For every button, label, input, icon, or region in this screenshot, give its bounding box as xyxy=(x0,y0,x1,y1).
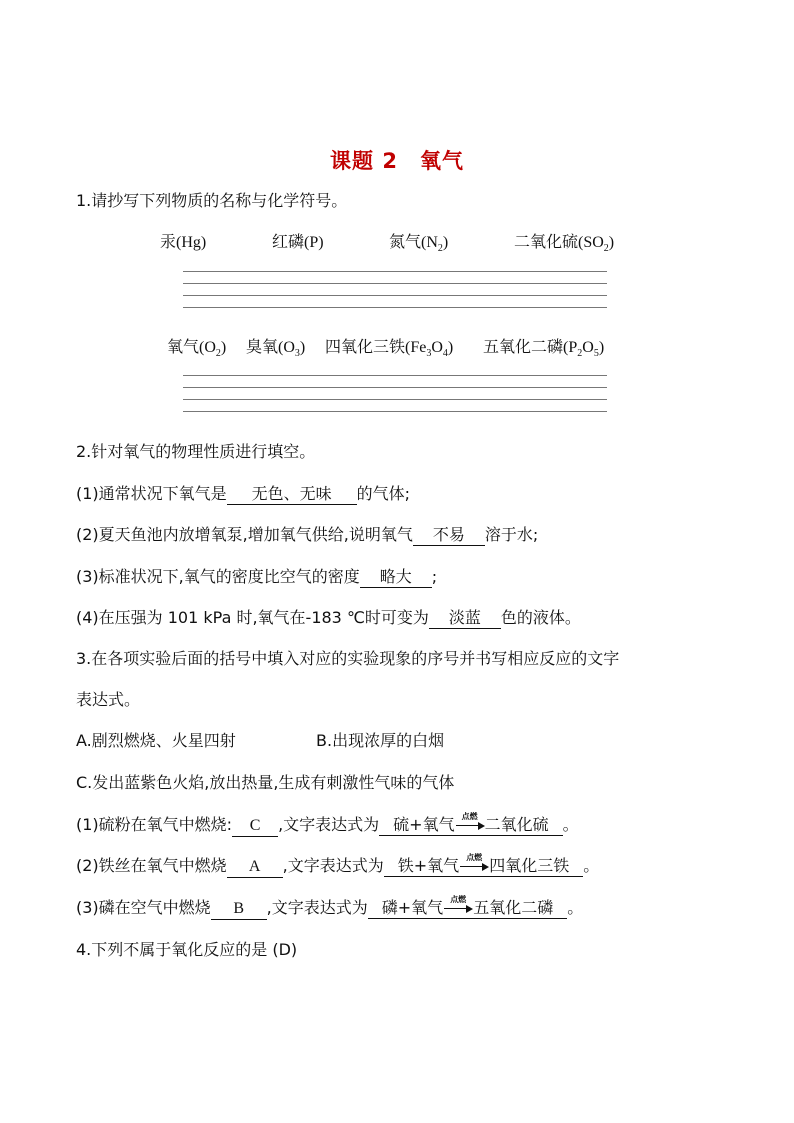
q2-answer-4[interactable]: 淡蓝 xyxy=(429,609,501,629)
q3-item-3: (3)磷在空气中燃烧 B ,文字表达式为 磷+氧气 点燃 五氧化二磷 。 xyxy=(76,898,583,920)
q3-equation-3[interactable]: 磷+氧气 点燃 五氧化二磷 xyxy=(368,899,567,919)
q1-item-ozone: 臭氧$(O_3)$ xyxy=(246,337,306,360)
q3-answer-1[interactable]: C xyxy=(232,817,278,837)
reaction-arrow-icon: 点燃 xyxy=(455,816,485,834)
q1-writing-lines-1[interactable] xyxy=(183,271,607,319)
q4-stem: 4.下列不属于氧化反应的是 (D) xyxy=(76,940,298,959)
q1-item-phosphorus-pentoxide: 五氧化二磷$(P_2O_5)$ xyxy=(483,337,605,360)
q2-stem: 2.针对氧气的物理性质进行填空。 xyxy=(76,442,316,461)
q2-item-4: (4)在压强为 101 kPa 时,氧气在-183 ℃时可变为 淡蓝 色的液体。 xyxy=(76,608,581,627)
title-lesson-number: 课题 2 xyxy=(330,149,398,173)
q2-answer-2[interactable]: 不易 xyxy=(413,526,485,546)
q3-stem-line-2: 表达式。 xyxy=(76,690,141,709)
q3-item-1: (1)硫粉在氧气中燃烧: C ,文字表达式为 硫+氧气 点燃 二氧化硫 。 xyxy=(76,815,579,837)
q1-writing-lines-2[interactable] xyxy=(183,375,607,423)
q2-answer-3[interactable]: 略大 xyxy=(360,568,432,588)
q3-option-a: A.剧烈燃烧、火星四射 xyxy=(76,731,236,750)
q1-stem: 1.请抄写下列物质的名称与化学符号。 xyxy=(76,191,348,210)
page-title xyxy=(0,148,794,174)
q1-item-red-phosphorus: 红磷(P) xyxy=(272,232,324,251)
q1-item-oxygen: 氧气$(O_2)$ xyxy=(167,337,227,360)
q1-item-sulfur-dioxide: 二氧化硫$(SO_2)$ xyxy=(514,232,615,255)
q3-answer-2[interactable]: A xyxy=(227,858,283,878)
reaction-arrow-icon: 点燃 xyxy=(459,857,489,875)
q3-answer-3[interactable]: B xyxy=(211,900,267,920)
title-topic: 氧气 xyxy=(419,149,464,173)
q3-option-c: C.发出蓝紫色火焰,放出热量,生成有刺激性气味的气体 xyxy=(76,773,455,792)
q1-item-nitrogen: 氮气$(N_2)$ xyxy=(389,232,449,255)
q3-equation-2[interactable]: 铁+氧气 点燃 四氧化三铁 xyxy=(384,857,583,877)
q2-item-1: (1)通常状况下氧气是 无色、无味 的气体; xyxy=(76,484,411,503)
q2-item-3: (3)标准状况下,氧气的密度比空气的密度 略大 ; xyxy=(76,567,438,586)
q3-stem-line-1: 3.在各项实验后面的括号中填入对应的实验现象的序号并书写相应反应的文字 xyxy=(76,649,620,668)
q3-equation-1[interactable]: 硫+氧气 点燃 二氧化硫 xyxy=(379,816,562,836)
q3-item-2: (2)铁丝在氧气中燃烧 A ,文字表达式为 铁+氧气 点燃 四氧化三铁 。 xyxy=(76,856,599,878)
q1-item-ferric-oxide: 四氧化三铁$(Fe_3O_4)$ xyxy=(325,337,454,360)
q3-option-b: B.出现浓厚的白烟 xyxy=(316,731,445,750)
reaction-arrow-icon: 点燃 xyxy=(443,899,473,917)
q1-item-mercury: 汞(Hg) xyxy=(160,232,207,251)
q2-answer-1[interactable]: 无色、无味 xyxy=(227,485,357,505)
q2-item-2: (2)夏天鱼池内放增氧泵,增加氧气供给,说明氧气 不易 溶于水; xyxy=(76,525,539,544)
